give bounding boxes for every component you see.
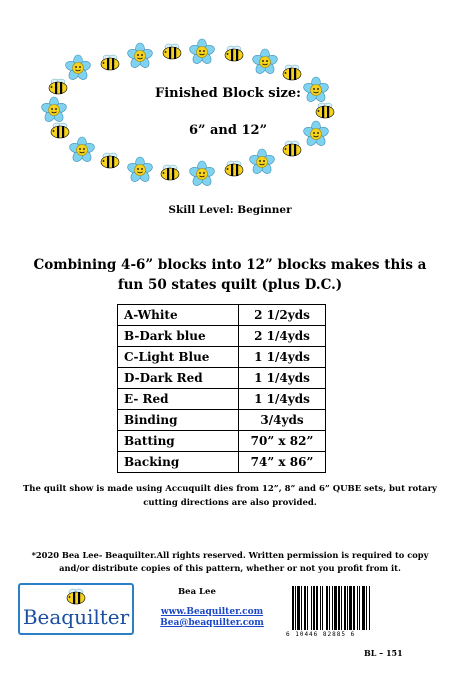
fabric-amount: 1 1/4yds bbox=[239, 368, 326, 389]
fabric-amount: 70” x 82” bbox=[239, 431, 326, 452]
copyright-notice: *2020 Bea Lee- Beaquilter.All rights reserved. Written permission is required to copy and/or distribute copies of this pattern, whether or not you profit from it. bbox=[31, 550, 429, 573]
title-line-1: Finished Block size: bbox=[155, 86, 301, 101]
fabric-name: Batting bbox=[118, 431, 239, 452]
fabric-amount: 2 1/2yds bbox=[239, 305, 326, 326]
table-row bbox=[118, 305, 326, 326]
table-row bbox=[118, 347, 326, 368]
title-line-2: 6” and 12” bbox=[188, 123, 268, 138]
fabric-name: C-Light Blue bbox=[118, 347, 239, 368]
beaquilter-logo bbox=[18, 583, 134, 635]
fabric-amount: 3/4yds bbox=[239, 410, 326, 431]
product-code: BL – 151 bbox=[364, 648, 403, 658]
fabric-requirements-table bbox=[117, 304, 326, 473]
finished-block-size bbox=[148, 86, 308, 138]
accuquilt-note: The quilt show is made using Accuquilt dies from 12”, 8” and 6” QUBE sets, but rotary cutting directions are also provided. bbox=[22, 484, 437, 508]
fabric-name: A-White bbox=[118, 305, 239, 326]
fabric-name: E- Red bbox=[118, 389, 239, 410]
fabric-name: Binding bbox=[118, 410, 239, 431]
skill-level: Skill Level: Beginner bbox=[168, 204, 292, 216]
contact-links bbox=[152, 607, 272, 629]
website-link[interactable]: www.Beaquilter.com bbox=[160, 607, 264, 617]
table-row bbox=[118, 326, 326, 347]
fabric-amount: 2 1/4yds bbox=[239, 326, 326, 347]
logo-text: Beaquilter bbox=[22, 605, 130, 629]
table-row bbox=[118, 389, 326, 410]
fabric-amount: 1 1/4yds bbox=[239, 347, 326, 368]
fabric-name: B-Dark blue bbox=[118, 326, 239, 347]
fabric-amount: 1 1/4yds bbox=[239, 389, 326, 410]
table-row bbox=[118, 368, 326, 389]
email-link[interactable]: Bea@beaquilter.com bbox=[160, 618, 264, 628]
table-row bbox=[118, 431, 326, 452]
fabric-name: Backing bbox=[118, 452, 239, 473]
table-row bbox=[118, 452, 326, 473]
upc-barcode bbox=[290, 586, 406, 632]
author-name: Bea Lee bbox=[178, 587, 216, 597]
bee-icon bbox=[64, 588, 88, 606]
table-row bbox=[118, 410, 326, 431]
fabric-amount: 74” x 86” bbox=[239, 452, 326, 473]
intro-text: Combining 4-6” blocks into 12” blocks makes this a fun 50 states quilt (plus D.C.) bbox=[33, 257, 427, 293]
fabric-name: D-Dark Red bbox=[118, 368, 239, 389]
barcode-digits: 6 10446 82885 6 bbox=[286, 631, 356, 638]
